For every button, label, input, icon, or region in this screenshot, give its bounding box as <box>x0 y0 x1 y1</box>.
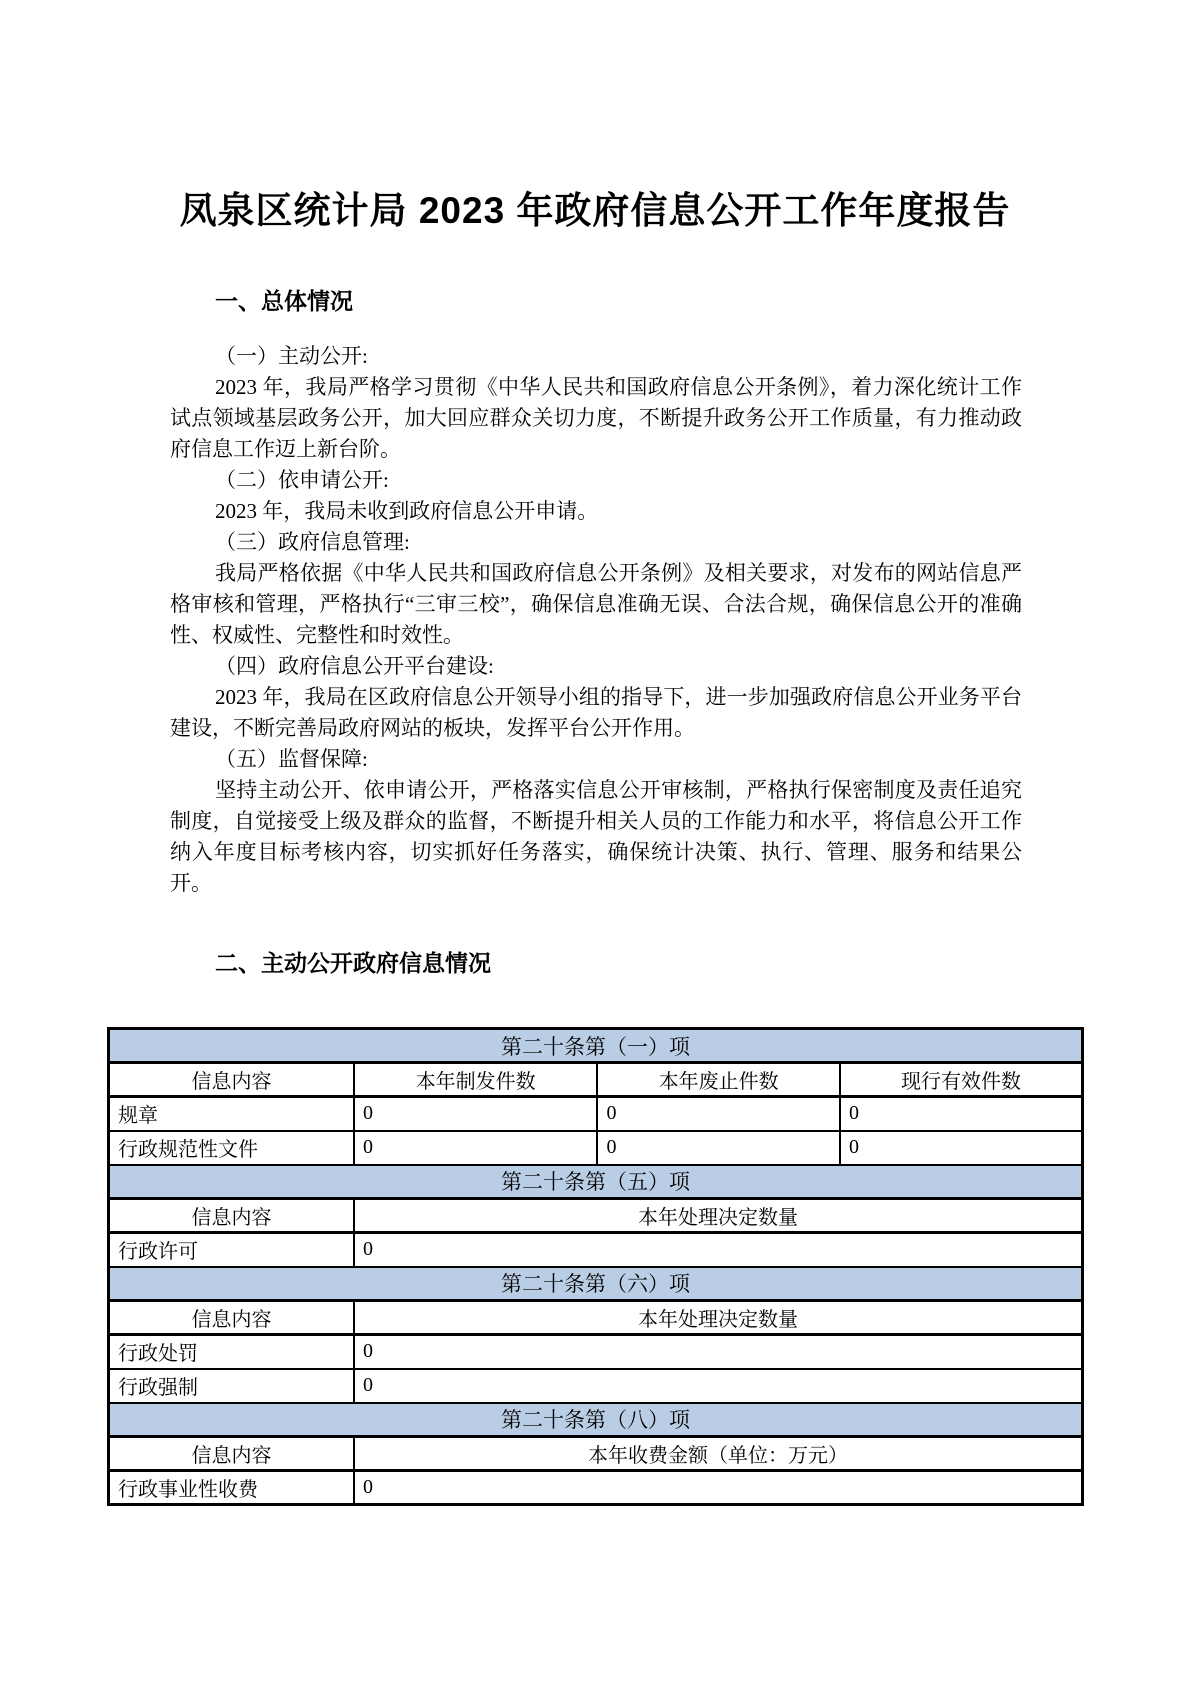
table-section-header: 第二十条第（五）项 <box>109 1165 1083 1199</box>
table-section-header: 第二十条第（六）项 <box>109 1267 1083 1301</box>
table-row <box>109 1403 1083 1437</box>
value-cell: 0 <box>354 1097 598 1131</box>
page-title: 凤泉区统计局 2023 年政府信息公开工作年度报告 <box>179 190 1011 231</box>
value-cell: 0 <box>354 1233 1083 1267</box>
value-cell: 0 <box>354 1131 598 1165</box>
disclosure-table <box>107 1027 1084 1506</box>
table-row <box>109 1233 1083 1267</box>
row-label-cell: 行政事业性收费 <box>109 1471 354 1505</box>
table-row <box>109 1199 1083 1233</box>
table-row <box>109 1097 1083 1131</box>
table-row <box>109 1063 1083 1097</box>
paragraph-5: 坚持主动公开、依申请公开，严格落实信息公开审核制，严格执行保密制度及责任追究制度，自觉接受上级及群众的监督，不断提升相关人员的工作能力和水平，将信息公开工作纳入年度目标考核内容，切实抓好任务落实，确保统计决策、执行、管理、服务和结果公开。 <box>170 778 1022 895</box>
column-header-cell: 本年收费金额（单位：万元） <box>354 1437 1083 1471</box>
paragraph-3: 我局严格依据《中华人民共和国政府信息公开条例》及相关要求，对发布的网站信息严格审核和管理，严格执行“三审三校”，确保信息准确无误、合法合规，确保信息公开的准确性、权威性、完整性和时效性。 <box>170 561 1022 647</box>
row-label-cell: 行政处罚 <box>109 1335 354 1369</box>
table-row <box>109 1335 1083 1369</box>
value-cell: 0 <box>840 1131 1083 1165</box>
value-cell: 0 <box>354 1335 1083 1369</box>
table-section-header: 第二十条第（八）项 <box>109 1403 1083 1437</box>
table-row <box>109 1267 1083 1301</box>
column-header-cell: 本年处理决定数量 <box>354 1199 1083 1233</box>
section-heading-disclosure: 二、主动公开政府信息情况 <box>215 950 491 976</box>
sub-heading-3: （三）政府信息管理: <box>215 530 410 554</box>
column-header-cell: 本年废止件数 <box>597 1063 840 1097</box>
column-header-cell: 信息内容 <box>109 1063 354 1097</box>
value-cell: 0 <box>354 1471 1083 1505</box>
sub-heading-2: （二）依申请公开: <box>215 468 389 492</box>
column-header-cell: 信息内容 <box>109 1301 354 1335</box>
column-header-cell: 信息内容 <box>109 1199 354 1233</box>
overview-body <box>170 341 1022 899</box>
paragraph-1: 2023 年，我局严格学习贯彻《中华人民共和国政府信息公开条例》，着力深化统计工作试点领域基层政务公开，加大回应群众关切力度，不断提升政务公开工作质量，有力推动政府信息工作迈上新台阶。 <box>170 375 1022 461</box>
column-header-cell: 本年处理决定数量 <box>354 1301 1083 1335</box>
value-cell: 0 <box>840 1097 1083 1131</box>
column-header-cell: 本年制发件数 <box>354 1063 598 1097</box>
column-header-cell: 信息内容 <box>109 1437 354 1471</box>
table-row <box>109 1301 1083 1335</box>
table-row <box>109 1471 1083 1505</box>
column-header-cell: 现行有效件数 <box>840 1063 1083 1097</box>
value-cell: 0 <box>354 1369 1083 1403</box>
value-cell: 0 <box>597 1097 840 1131</box>
table-row <box>109 1437 1083 1471</box>
row-label-cell: 规章 <box>109 1097 354 1131</box>
row-label-cell: 行政强制 <box>109 1369 354 1403</box>
table-row <box>109 1369 1083 1403</box>
row-label-cell: 行政许可 <box>109 1233 354 1267</box>
sub-heading-1: （一）主动公开: <box>215 344 368 368</box>
sub-heading-5: （五）监督保障: <box>215 747 368 771</box>
paragraph-4: 2023 年，我局在区政府信息公开领导小组的指导下，进一步加强政府信息公开业务平台建设，不断完善局政府网站的板块，发挥平台公开作用。 <box>170 685 1022 740</box>
table-section-header: 第二十条第（一）项 <box>109 1029 1083 1063</box>
table-row <box>109 1165 1083 1199</box>
paragraph-2: 2023 年，我局未收到政府信息公开申请。 <box>215 499 599 523</box>
section-heading-overview: 一、总体情况 <box>215 288 353 314</box>
row-label-cell: 行政规范性文件 <box>109 1131 354 1165</box>
sub-heading-4: （四）政府信息公开平台建设: <box>215 654 494 678</box>
value-cell: 0 <box>597 1131 840 1165</box>
table-row <box>109 1131 1083 1165</box>
table-row <box>109 1029 1083 1063</box>
